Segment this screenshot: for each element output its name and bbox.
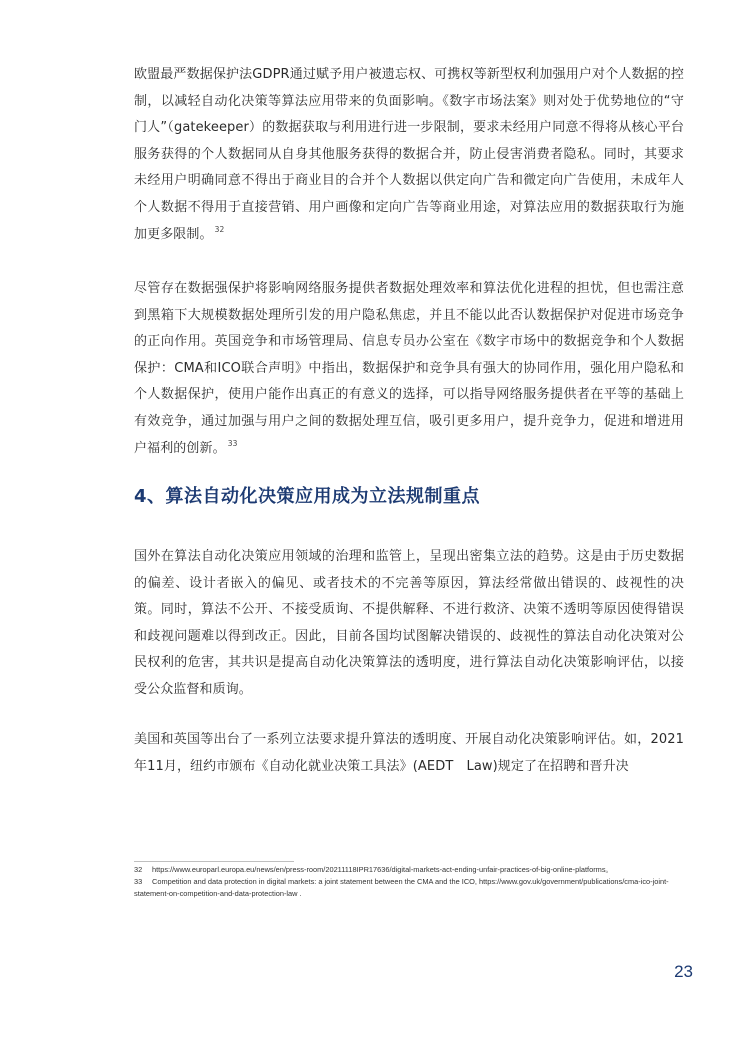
section-heading: 4、算法自动化决策应用成为立法规制重点 [134,486,481,507]
footnote-text[interactable]: https://www.europarl.europa.eu/news/en/press-room/20211118IPR17636/digital-markets-act-ending-unfair-practices-of-big-online-platforms。 [152,865,613,874]
paragraph-text: 美国和英国等出台了一系列立法要求提升算法的透明度、开展自动化决策影响评估。如，2021年11月，纽约市颁布《自动化就业决策工具法》(AEDT Law)规定了在招聘和晋升决 [134,732,684,774]
body-paragraph [134,62,684,248]
footnote-ref[interactable]: 33 [227,439,238,449]
body-paragraph [134,544,684,704]
footnote-number: 32 [134,865,143,874]
body-paragraph [134,727,684,780]
footnote-divider [134,861,294,862]
paragraph-text: 尽管存在数据强保护将影响网络服务提供者数据处理效率和算法优化进程的担忧，但也需注意到黑箱下大规模数据处理所引发的用户隐私焦虑，并且不能以此否认数据保护对促进市场竞争的正向作用。英国竞争和市场管理局、信息专员办公室在《数字市场中的数据竞争和个人数据保护：CMA和ICO联合声明》中指出，数据保护和竞争具有强大的协同作用，强化用户隐私和个人数据保护，使用户能作出真正的有意义的选择，可以指导网络服务提供者在平等的基础上有效竞争，通过加强与用户之间的数据处理互信，吸引更多用户，提升竞争力，促进和增进用户福利的创新。 [134,281,684,456]
footnote [134,864,694,876]
page-number: 23 [674,962,693,981]
body-paragraph [134,276,684,462]
footnote-ref[interactable]: 32 [214,225,225,235]
paragraph-text: 国外在算法自动化决策应用领域的治理和监管上，呈现出密集立法的趋势。这是由于历史数据的偏差、设计者嵌入的偏见、或者技术的不完善等原因，算法经常做出错误的、歧视性的决策。同时，算法不公开、不接受质询、不提供解释、不进行救济、决策不透明等原因使得错误和歧视问题难以得到改正。因此，目前各国均试图解决错误的、歧视性的算法自动化决策对公民权利的危害，其共识是提高自动化决策算法的透明度，进行算法自动化决策影响评估，以接受公众监督和质询。 [134,549,684,697]
footnote-text[interactable]: Competition and data protection in digital markets: a joint statement between the CMA and the ICO, https://www.gov.uk/government/publications/cma-ico-joint-statement-on-competition-and-data-protection-law . [134,877,669,898]
footnote-number: 33 [134,877,143,886]
paragraph-text: 欧盟最严数据保护法GDPR通过赋予用户被遗忘权、可携权等新型权利加强用户对个人数据的控制，以减轻自动化决策等算法应用带来的负面影响。《数字市场法案》则对处于优势地位的“守门人”（gatekeeper）的数据获取与利用进行进一步限制，要求未经用户同意不得将从核心平台服务获得的个人数据同从自身其他服务获得的数据合并，防止侵害消费者隐私。同时，其要求未经用户明确同意不得出于商业目的合并个人数据以供定向广告和微定向广告使用，未成年人个人数据不得用于直接营销、用户画像和定向广告等商业用途，对算法应用的数据获取行为施加更多限制。 [134,67,684,242]
footnote [134,876,694,900]
